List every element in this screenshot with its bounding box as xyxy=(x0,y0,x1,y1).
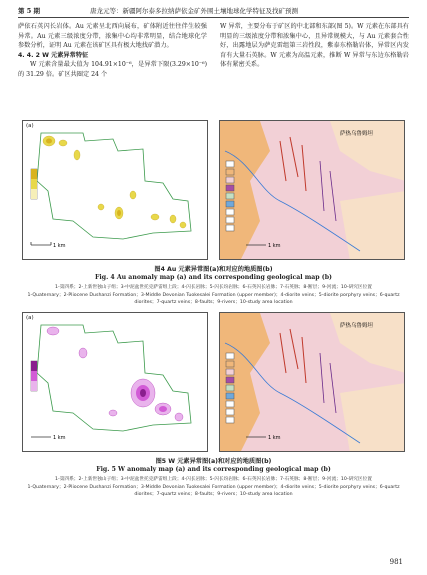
geology-legend xyxy=(226,353,234,423)
right-paragraph: W 异常，主要分布于矿区的中北部和东部(图 5)。W 元素在东部具有明显的三级浓度分带和浓集中心，且异常规模大，与 Au 元素套合性好，出露地层为萨克雷组第三岩性段，紫泰东格勒岩体，异常区内发育有大量石英脉。W 元素为高温元素，推断 W 异常与东边东格勒岩体有紧密关系。 xyxy=(220,23,409,69)
section-title: 4. 4. 2 W 元素异常特征 xyxy=(18,51,89,59)
geology-svg xyxy=(220,121,405,260)
w-anomaly-map xyxy=(22,312,208,452)
au-anomaly-core xyxy=(46,139,52,144)
place-name-label: 萨热乌鲁姆坦 xyxy=(340,323,374,329)
w-anomaly-patch xyxy=(175,413,183,421)
scale-bar xyxy=(31,242,51,245)
left-paragraph-1: 萨依石英闪长岩体。Au 元素呈北西向展布，矿体附近往往伴生较强异常。Au 元素三级浓度分带，浓集中心均非常明显，结合地球化学参数分析，证明 Au 元素在该矿区具有极大地找矿潜力。 xyxy=(18,23,207,50)
figure-4-legend-cn: 1-第四系；2-上新世独山子组；3-中泥盆世托克萨雷组上段；4-闪长岩脉；5-闪长玢岩脉；6-石英闪长岩脉；7-石英脉；8-断层；9-河流；10-研究区位置 xyxy=(55,285,372,290)
au-anomaly-patch xyxy=(59,140,67,146)
au-anomaly-core xyxy=(117,210,121,216)
au-anomaly-patch xyxy=(180,222,186,228)
w-geological-map xyxy=(219,312,405,452)
w-anomaly-patch xyxy=(79,348,87,358)
au-anomaly-patch xyxy=(130,191,136,199)
w-anomaly-center xyxy=(140,389,146,397)
au-geological-map xyxy=(219,120,405,260)
page-number: 981 xyxy=(389,558,403,566)
au-anomaly-patch xyxy=(151,214,159,220)
geology-legend xyxy=(226,161,234,231)
au-anomaly-patch xyxy=(74,150,80,160)
w-anomaly-svg xyxy=(23,313,208,452)
au-legend-bar xyxy=(31,169,37,199)
figure-5-caption-en: Fig. 5 W anomaly map (a) and its corresponding geological map (b) xyxy=(96,466,331,473)
header-rule xyxy=(18,17,409,18)
study-area-outline xyxy=(37,133,191,239)
w-anomaly-core xyxy=(159,406,167,412)
scale-label: 1 km xyxy=(268,243,281,249)
au-anomaly-map xyxy=(22,120,208,260)
w-anomaly-patch xyxy=(47,327,59,335)
au-anomaly-patch xyxy=(170,215,176,223)
au-anomaly-svg xyxy=(23,121,208,260)
right-column xyxy=(220,22,409,70)
figure-5-legend-en: 1-Quaternary；2-Pliocene Dushanzi Formation；3-Middle Devonian Tuokesalei Formation (upper member)；4-diorite veins；5-diorite porphyry veins；6-quartz diorites；7-quartz veins；8-faults；9-rivers；10-study area location xyxy=(27,485,400,497)
scale-label: 1 km xyxy=(53,435,66,441)
figure-5-legend-cn: 1-第四系；2-上新世独山子组；3-中泥盆世托克萨雷组上段；4-闪长岩脉；5-闪长玢岩脉；6-石英闪长岩脉；7-石英脉；8-断层；9-河流；10-研究区位置 xyxy=(55,477,372,482)
left-paragraph-2: W 元素含量最大值为 104.91×10⁻⁶，是异常下限(3.29×10⁻⁶)的 31.29 倍。矿区共圈定 24 个 xyxy=(18,61,207,78)
geology-unit-light xyxy=(340,191,405,260)
w-legend-bar xyxy=(31,361,37,391)
figure-4-caption-en: Fig. 4 Au anomaly map (a) and its corresponding geological map (b) xyxy=(95,274,332,281)
panel-a-label: (a) xyxy=(26,315,34,321)
scale-label: 1 km xyxy=(53,243,66,249)
geology-svg xyxy=(220,313,405,452)
figure-5 xyxy=(22,312,405,452)
panel-a-label: (a) xyxy=(26,123,34,129)
left-column xyxy=(18,22,207,80)
figure-4-caption-cn: 图4 Au 元素异常图(a)和对应的地质图(b) xyxy=(154,266,273,273)
scale-label: 1 km xyxy=(268,435,281,441)
au-anomaly-patch xyxy=(98,204,104,210)
figure-4 xyxy=(22,120,405,260)
place-name-label: 萨热乌鲁姆坦 xyxy=(340,131,374,137)
geology-unit-light xyxy=(340,383,405,452)
figure-5-caption-cn: 图5 W 元素异常图(a)和对应的地质图(b) xyxy=(155,458,272,465)
figure-4-legend-en: 1-Quaternary；2-Pliocene Dushanzi Formation；3-Middle Devonian Tuokesalei Formation (upper member)；4-diorite veins；5-diorite porphyry veins；6-quartz diorites；7-quartz veins；8-faults；9-rivers；10-study area location xyxy=(27,293,400,305)
w-anomaly-patch xyxy=(109,410,117,416)
running-title: 唐龙元等：新疆阿尔泰多拉纳萨依金矿外围土壤地球化学特征及找矿预测 xyxy=(90,7,298,15)
issue-number: 第 5 期 xyxy=(18,7,41,15)
